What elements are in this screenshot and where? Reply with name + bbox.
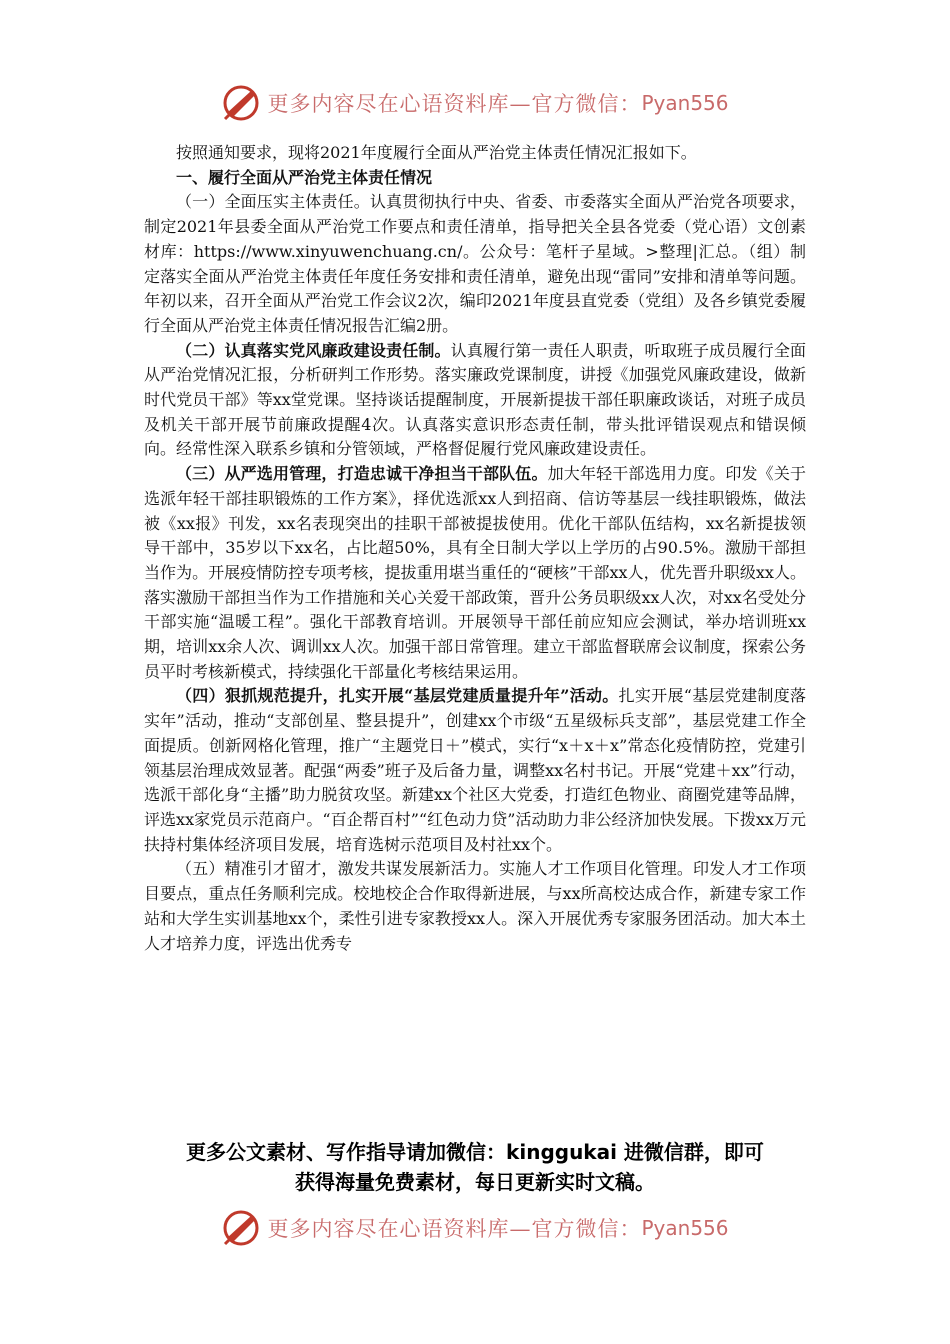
paragraph-2	[144, 339, 806, 463]
paragraph-2-body: 认真履行第一责任人职责，听取班子成员履行全面从严治党情况汇报，分析研判工作形势。落实廉政党课制度，讲授《加强党风廉政建设，做新时代党员干部》等xx堂党课。坚持谈话提醒制度，开展新提拔干部任职廉政谈话，对班子成员及机关干部开展节前廉政提醒4次。认真落实意识形态责任制，带头批评错误观点和错误倾向。经常性深入联系乡镇和分管领域，严格督促履行党风廉政建设责任。	[144, 340, 806, 459]
promo-banner	[0, 1137, 950, 1197]
watermark-footer	[0, 1205, 950, 1251]
paragraph-5: （五）精准引才留才，激发共谋发展新活力。实施人才工作项目化管理。印发人才工作项目要点，重点任务顺利完成。校地校企合作取得新进展，与xx所高校达成合作，新建专家工作站和大学生实训基地xx个，柔性引进专家教授xx人。深入开展优秀专家服务团活动。加大本土人才培养力度，评选出优秀专	[144, 859, 806, 953]
paragraph-2-title: （二）认真落实党风廉政建设责任制。	[176, 340, 451, 360]
promo-line-1: 更多公文素材、写作指导请加微信：kinggukai 进微信群，即可	[186, 1140, 764, 1164]
promo-line-2: 获得海量免费素材，每日更新实时文稿。	[295, 1170, 655, 1194]
paragraph-4	[144, 684, 806, 857]
watermark-wechat-id: Pyan556	[641, 1216, 729, 1240]
document-body	[144, 141, 806, 956]
paragraph-4-body: 扎实开展“基层党建制度落实年”活动，推动“支部创星、整县提升”，创建xx个市级“五星级标兵支部”，基层党建工作全面提质。创新网格化管理，推广“主题党日＋”模式，实行“x＋x＋x”常态化疫情防控，党建引领基层治理成效显著。配强“两委”班子及后备力量，调整xx名村书记。开展“党建＋xx”行动，选派干部化身“主播”助力脱贫攻坚。新建xx个社区大党委，打造红色物业、商圈党建等品牌，评选xx家党员示范商户。“百企帮百村”“红色动力贷”活动助力非公经济加快发展。下拨xx万元扶持村集体经济项目发展，培育选树示范项目及村社xx个。	[144, 686, 806, 854]
paragraph-4-title: （四）狠抓规范提升，扎实开展“基层党建质量提升年”活动。	[176, 686, 619, 706]
pen-logo-icon	[221, 83, 261, 123]
paragraph-3-title: （三）从严选用管理，打造忠诚干净担当干部队伍。	[176, 464, 548, 484]
pen-logo-icon	[221, 1208, 261, 1248]
paragraph-1: （一）全面压实主体责任。认真贯彻执行中央、省委、市委落实全面从严治党各项要求，制定2021年县委全面从严治党工作要点和责任清单，指导把关全县各党委（党心语）文创素材库：https://www.xinyuwenchuang.cn/。公众号：笔杆子星域。>整理|汇总。（组）制定落实全面从严治党主体责任年度任务安排和责任清单，避免出现“雷同”安排和清单等问题。年初以来，召开全面从严治党工作会议2次，编印2021年度县直党委（党组）及各乡镇党委履行全面从严治党主体责任情况报告汇编2册。	[144, 192, 806, 335]
watermark-wechat-id: Pyan556	[641, 91, 729, 115]
intro-paragraph: 按照通知要求，现将2021年度履行全面从严治党主体责任情况汇报如下。	[176, 143, 697, 162]
paragraph-3-body: 加大年轻干部选用力度。印发《关于选派年轻干部挂职锻炼的工作方案》，择优选派xx人到招商、信访等基层一线挂职锻炼，做法被《xx报》刊发，xx名表现突出的挂职干部被提拔使用。优化干部队伍结构，xx名新提拔领导干部中，35岁以下xx名，占比超50%，具有全日制大学以上学历的占90.5%。激励干部担当作为。开展疫情防控专项考核，提拔重用堪当重任的“硬核”干部xx人，优先晋升职级xx人。落实激励干部担当作为工作措施和关心关爱干部政策，晋升公务员职级xx人次，对xx名受处分干部实施“温暖工程”。强化干部教育培训。开展领导干部任前应知应会测试，举办培训班xx期，培训xx余人次、调训xx人次。加强干部日常管理。建立干部监督联席会议制度，探索公务员平时考核新模式，持续强化干部量化考核结果运用。	[144, 464, 806, 681]
watermark-text: 更多内容尽在心语资料库—官方微信：	[267, 92, 642, 116]
paragraph-3	[144, 462, 806, 684]
watermark-text: 更多内容尽在心语资料库—官方微信：	[267, 1217, 642, 1241]
section-heading: 一、履行全面从严治党主体责任情况	[176, 167, 433, 187]
watermark-header	[0, 80, 950, 126]
